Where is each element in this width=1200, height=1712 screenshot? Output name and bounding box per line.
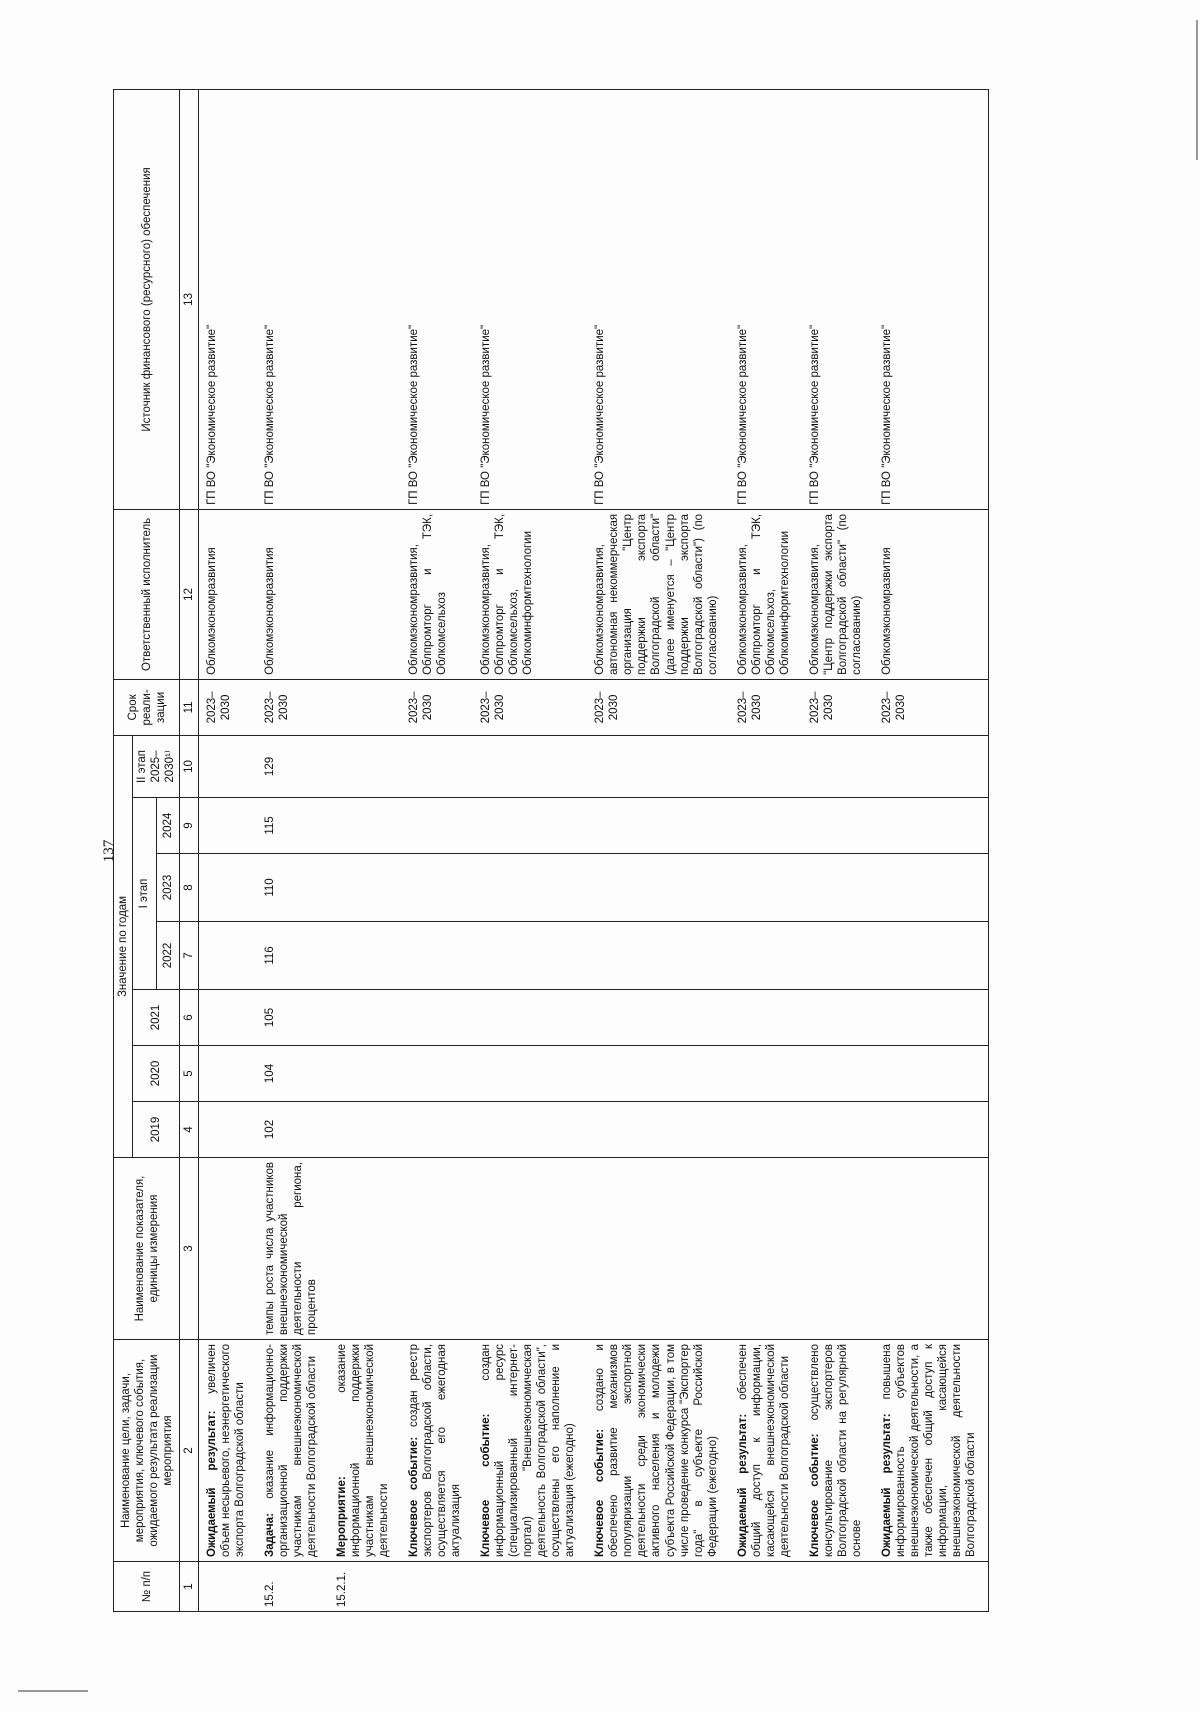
row-value-2020 bbox=[401, 1046, 473, 1102]
header-year-2023: 2023 bbox=[156, 854, 180, 922]
row-value-2022 bbox=[802, 922, 874, 990]
row-value-2024 bbox=[199, 798, 258, 854]
row-lead: Ключевое событие: bbox=[480, 1413, 493, 1557]
row-value-2025 bbox=[802, 735, 874, 797]
row-value-2025 bbox=[401, 735, 473, 797]
header-values-by-year: Значение по годам bbox=[114, 735, 133, 1157]
row-indicator bbox=[473, 1158, 587, 1340]
row-value-2022 bbox=[874, 922, 989, 990]
column-number: 8 bbox=[180, 854, 199, 922]
row-description bbox=[257, 1340, 329, 1562]
header-stage-2: II этап 2025–2030¹⁾ bbox=[133, 735, 180, 797]
row-executor bbox=[329, 509, 401, 679]
column-number: 2 bbox=[180, 1340, 199, 1562]
row-number: 15.2.1. bbox=[329, 1562, 401, 1612]
table-header bbox=[114, 89, 199, 1611]
row-number bbox=[199, 1562, 258, 1612]
table-row bbox=[730, 89, 802, 1611]
table-row bbox=[473, 89, 587, 1611]
row-value-2021 bbox=[730, 990, 802, 1046]
row-value-2021 bbox=[587, 990, 729, 1046]
row-text: создан информационный ресурс (специализированный интернет-портал) "Внешнеэкономическая деятельность Волгоградской области", осуществлены его наполнение и актуализация (ежегодно) bbox=[480, 1344, 577, 1557]
row-value-2023 bbox=[199, 854, 258, 922]
row-description bbox=[199, 1340, 258, 1562]
row-source: ГП ВО "Экономическое развитие" bbox=[473, 89, 587, 509]
header-period: Срок реали-зации bbox=[114, 679, 180, 735]
scan-edge-line bbox=[1196, 20, 1198, 160]
row-value-2021 bbox=[874, 990, 989, 1046]
scan-edge-line bbox=[18, 1690, 88, 1692]
row-value-2020 bbox=[802, 1046, 874, 1102]
row-text: повышена информированность субъектов внешнеэкономической деятельности, а также обеспечен общий доступ к информации, касающейся внешнеэкономической деятельности Волгоградской области bbox=[880, 1344, 977, 1557]
row-number bbox=[473, 1562, 587, 1612]
row-indicator bbox=[199, 1158, 258, 1340]
row-description bbox=[401, 1340, 473, 1562]
row-source: ГП ВО "Экономическое развитие" bbox=[199, 89, 258, 509]
row-value-2023: 110 bbox=[257, 854, 329, 922]
row-value-2023 bbox=[401, 854, 473, 922]
row-lead: Ожидаемый результат: bbox=[880, 1413, 893, 1557]
header-year-2019: 2019 bbox=[133, 1102, 180, 1158]
row-text: осуществлено консультирование экспортеров Волгоградской области на регулярной основе bbox=[808, 1344, 863, 1557]
row-number bbox=[587, 1562, 729, 1612]
row-indicator bbox=[802, 1158, 874, 1340]
row-value-2022 bbox=[329, 922, 401, 990]
row-value-2024 bbox=[329, 798, 401, 854]
row-executor: Облкомэкономразвития bbox=[199, 509, 258, 679]
row-source bbox=[329, 89, 401, 509]
row-period: 2023–2030 bbox=[587, 679, 729, 735]
row-value-2019 bbox=[473, 1102, 587, 1158]
row-source: ГП ВО "Экономическое развитие" bbox=[802, 89, 874, 509]
row-lead: Ключевое событие: bbox=[408, 1436, 421, 1557]
row-value-2020 bbox=[329, 1046, 401, 1102]
row-lead: Ключевое событие: bbox=[808, 1433, 821, 1557]
row-value-2024 bbox=[587, 798, 729, 854]
header-year-2022: 2022 bbox=[156, 922, 180, 990]
row-value-2021 bbox=[329, 990, 401, 1046]
column-number: 1 bbox=[180, 1562, 199, 1612]
row-number bbox=[401, 1562, 473, 1612]
row-value-2023 bbox=[587, 854, 729, 922]
row-description bbox=[802, 1340, 874, 1562]
column-number: 13 bbox=[180, 89, 199, 509]
table-row bbox=[874, 89, 989, 1611]
row-number: 15.2. bbox=[257, 1562, 329, 1612]
header-year-2021: 2021 bbox=[133, 990, 180, 1046]
row-executor: Облкомэкономразвития, Облпромторг и ТЭК, Облкомсельхоз bbox=[401, 509, 473, 679]
header-name: Наименование цели, задачи, мероприятия, ключевого события, ожидаемого результата реализации мероприятия bbox=[114, 1340, 180, 1562]
row-source: ГП ВО "Экономическое развитие" bbox=[874, 89, 989, 509]
header-year-2020: 2020 bbox=[133, 1046, 180, 1102]
row-period: 2023–2030 bbox=[401, 679, 473, 735]
row-value-2021 bbox=[199, 990, 258, 1046]
table-row bbox=[802, 89, 874, 1611]
table-row bbox=[199, 89, 258, 1611]
row-source: ГП ВО "Экономическое развитие" bbox=[587, 89, 729, 509]
row-executor: Облкомэкономразвития, "Центр поддержки экспорта Волгоградской области" (по согласованию) bbox=[802, 509, 874, 679]
row-description bbox=[874, 1340, 989, 1562]
header-num: № п/п bbox=[114, 1562, 180, 1612]
row-indicator: темпы роста числа участников внешнеэкономической деятельности региона, процентов bbox=[257, 1158, 329, 1340]
row-value-2019 bbox=[874, 1102, 989, 1158]
row-value-2019 bbox=[587, 1102, 729, 1158]
row-value-2021: 105 bbox=[257, 990, 329, 1046]
row-number bbox=[874, 1562, 989, 1612]
row-value-2025 bbox=[473, 735, 587, 797]
column-number: 5 bbox=[180, 1046, 199, 1102]
row-value-2019 bbox=[199, 1102, 258, 1158]
row-value-2025: 129 bbox=[257, 735, 329, 797]
row-value-2022 bbox=[473, 922, 587, 990]
row-lead: Ожидаемый результат: bbox=[736, 1413, 749, 1557]
table-row bbox=[329, 89, 401, 1611]
row-value-2020 bbox=[587, 1046, 729, 1102]
row-value-2025 bbox=[329, 735, 401, 797]
row-value-2019 bbox=[329, 1102, 401, 1158]
row-text: оказание информационной поддержки участникам внешнеэкономической деятельности bbox=[336, 1344, 391, 1557]
row-description bbox=[730, 1340, 802, 1562]
page-number: 137 bbox=[101, 839, 117, 863]
row-value-2023 bbox=[329, 854, 401, 922]
row-value-2022 bbox=[587, 922, 729, 990]
row-period: 2023–2030 bbox=[874, 679, 989, 735]
row-value-2023 bbox=[473, 854, 587, 922]
row-lead: Ожидаемый результат: bbox=[206, 1410, 219, 1557]
row-value-2019 bbox=[401, 1102, 473, 1158]
row-indicator bbox=[401, 1158, 473, 1340]
row-value-2024 bbox=[473, 798, 587, 854]
row-value-2021 bbox=[401, 990, 473, 1046]
column-number: 10 bbox=[180, 735, 199, 797]
row-indicator bbox=[329, 1158, 401, 1340]
row-value-2022 bbox=[730, 922, 802, 990]
plan-table bbox=[113, 89, 989, 1612]
row-number bbox=[802, 1562, 874, 1612]
row-source: ГП ВО "Экономическое развитие" bbox=[257, 89, 329, 509]
column-number: 4 bbox=[180, 1102, 199, 1158]
row-value-2019: 102 bbox=[257, 1102, 329, 1158]
row-value-2022: 116 bbox=[257, 922, 329, 990]
row-value-2019 bbox=[730, 1102, 802, 1158]
row-period: 2023–2030 bbox=[802, 679, 874, 735]
row-value-2020: 104 bbox=[257, 1046, 329, 1102]
column-number: 3 bbox=[180, 1158, 199, 1340]
row-value-2024 bbox=[874, 798, 989, 854]
row-value-2021 bbox=[473, 990, 587, 1046]
row-period: 2023–2030 bbox=[730, 679, 802, 735]
row-value-2019 bbox=[802, 1102, 874, 1158]
column-number: 6 bbox=[180, 990, 199, 1046]
row-description bbox=[473, 1340, 587, 1562]
row-executor: Облкомэкономразвития, автономная некоммерческая организация "Центр поддержки экспорта Волгоградской области" (далее именуется – "Центр поддержки экспорта Волгоградской области") (по согласованию) bbox=[587, 509, 729, 679]
row-description bbox=[329, 1340, 401, 1562]
row-period bbox=[329, 679, 401, 735]
row-executor: Облкомэкономразвития bbox=[257, 509, 329, 679]
row-value-2024: 115 bbox=[257, 798, 329, 854]
row-description bbox=[587, 1340, 729, 1562]
row-source: ГП ВО "Экономическое развитие" bbox=[730, 89, 802, 509]
row-executor: Облкомэкономразвития, Облпромторг и ТЭК, Облкомсельхоз, Облкоминформтехнологии bbox=[473, 509, 587, 679]
table-row bbox=[401, 89, 473, 1611]
row-value-2024 bbox=[802, 798, 874, 854]
table-row bbox=[587, 89, 729, 1611]
header-year-2024: 2024 bbox=[156, 798, 180, 854]
row-value-2022 bbox=[199, 922, 258, 990]
table-row bbox=[257, 89, 329, 1611]
header-stage-1: I этап bbox=[133, 798, 157, 990]
row-executor: Облкомэкономразвития bbox=[874, 509, 989, 679]
column-number: 7 bbox=[180, 922, 199, 990]
column-number: 12 bbox=[180, 509, 199, 679]
row-indicator bbox=[587, 1158, 729, 1340]
row-indicator bbox=[730, 1158, 802, 1340]
row-value-2021 bbox=[802, 990, 874, 1046]
header-source: Источник финансового (ресурсного) обеспечения bbox=[114, 89, 180, 509]
row-lead: Мероприятие: bbox=[336, 1476, 349, 1557]
row-value-2025 bbox=[730, 735, 802, 797]
row-text: создано и обеспечено развитие механизмов популяризации экспортной деятельности среди экономически активного населения и молодежи субъекта Российской Федерации, в том числе проведение конкурса "Экспортер года" в субъекте Российской Федерации (ежегодно) bbox=[594, 1344, 719, 1557]
table-body bbox=[199, 89, 989, 1611]
header-indicator: Наименование показателя, единицы измерения bbox=[114, 1158, 180, 1340]
row-value-2020 bbox=[730, 1046, 802, 1102]
row-value-2024 bbox=[730, 798, 802, 854]
row-value-2025 bbox=[874, 735, 989, 797]
row-value-2025 bbox=[587, 735, 729, 797]
row-text: создан реестр экспортеров Волгоградской области, осуществляется его ежегодная актуализация bbox=[408, 1344, 463, 1557]
row-value-2020 bbox=[473, 1046, 587, 1102]
row-value-2023 bbox=[874, 854, 989, 922]
row-text: оказание информационно-организационной поддержки участникам внешнеэкономической деятельности Волгоградской области bbox=[264, 1344, 319, 1557]
row-executor: Облкомэкономразвития, Облпромторг и ТЭК, Облкомсельхоз, Облкоминформтехнологии bbox=[730, 509, 802, 679]
header-executor: Ответственный исполнитель bbox=[114, 509, 180, 679]
row-text: обеспечен общий доступ к информации, касающейся внешнеэкономической деятельности Волгоградской области bbox=[736, 1344, 791, 1557]
row-value-2024 bbox=[401, 798, 473, 854]
row-period: 2023–2030 bbox=[199, 679, 258, 735]
row-indicator bbox=[874, 1158, 989, 1340]
row-value-2023 bbox=[730, 854, 802, 922]
row-value-2020 bbox=[199, 1046, 258, 1102]
row-value-2025 bbox=[199, 735, 258, 797]
column-numbers-row bbox=[180, 89, 199, 1611]
row-number bbox=[730, 1562, 802, 1612]
row-lead: Ключевое событие: bbox=[594, 1428, 607, 1557]
row-lead: Задача: bbox=[264, 1513, 277, 1557]
row-value-2023 bbox=[802, 854, 874, 922]
row-value-2022 bbox=[401, 922, 473, 990]
row-period: 2023–2030 bbox=[473, 679, 587, 735]
row-source: ГП ВО "Экономическое развитие" bbox=[401, 89, 473, 509]
row-period: 2023–2030 bbox=[257, 679, 329, 735]
rotated-landscape-page bbox=[93, 90, 1101, 1612]
row-value-2020 bbox=[874, 1046, 989, 1102]
column-number: 11 bbox=[180, 679, 199, 735]
row-text: увеличен объем несырьевого, неэнергетического экспорта Волгоградской области bbox=[206, 1344, 247, 1557]
column-number: 9 bbox=[180, 798, 199, 854]
